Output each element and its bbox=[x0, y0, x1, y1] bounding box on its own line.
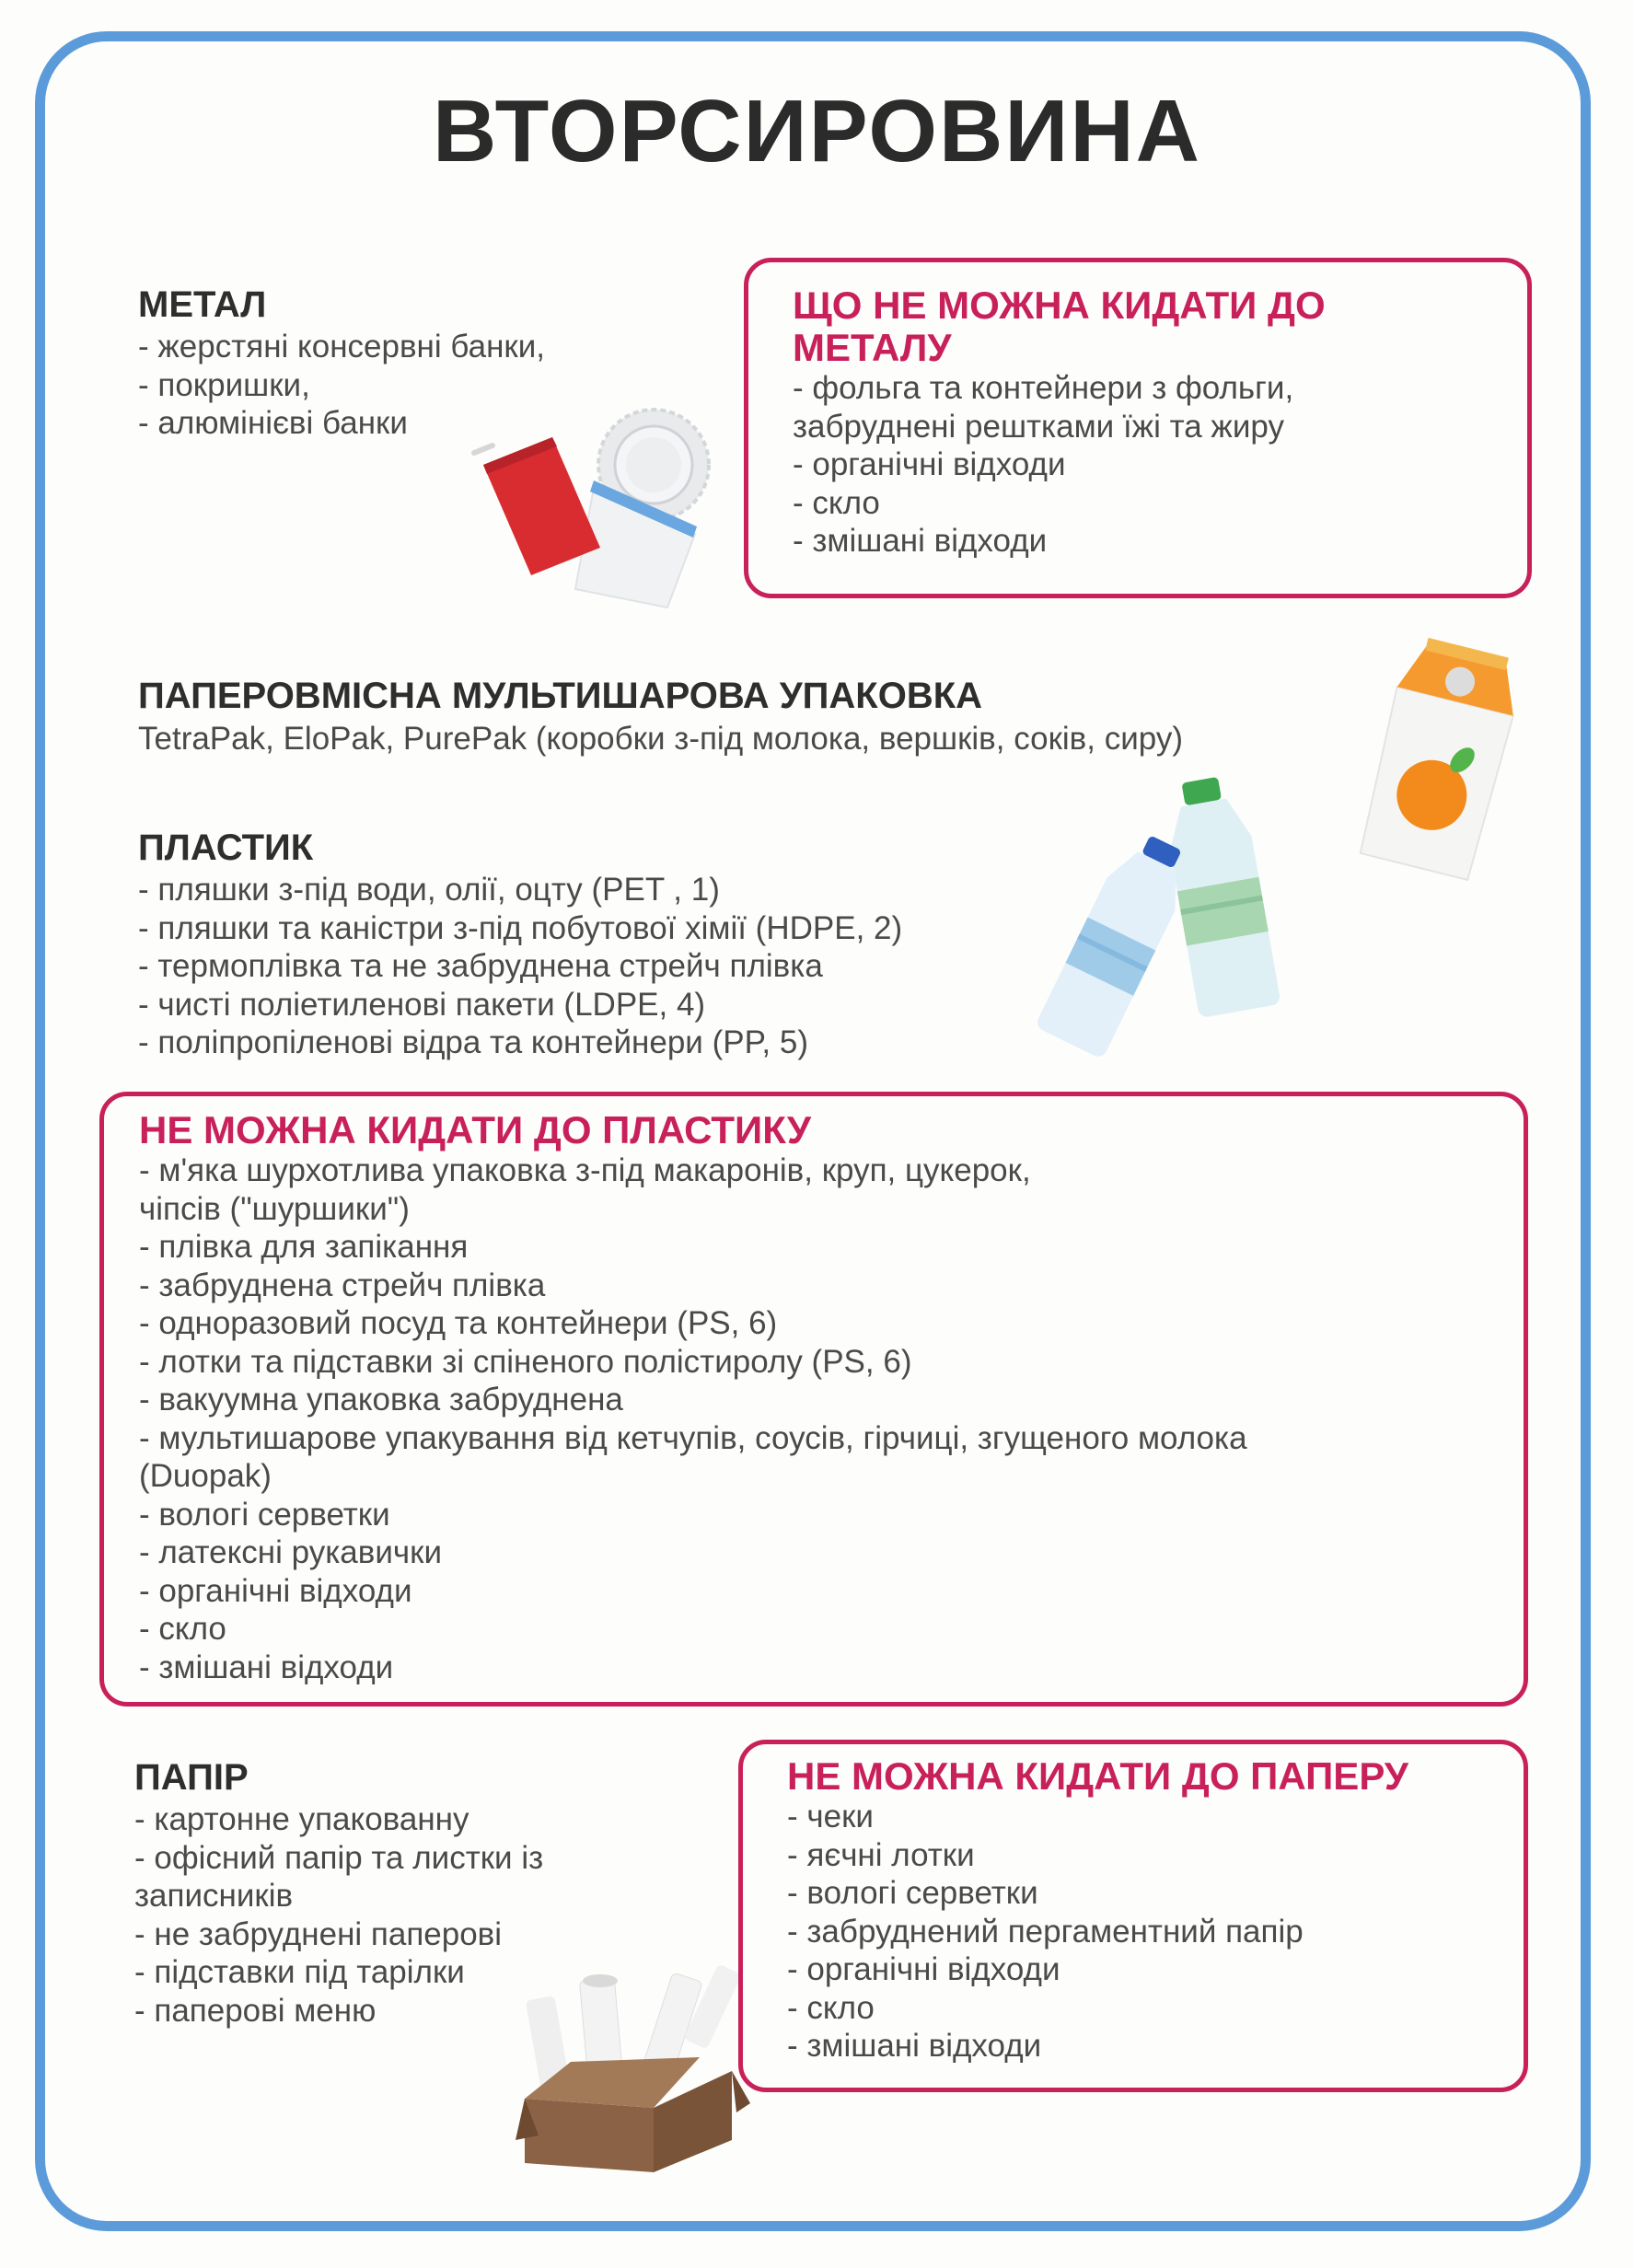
list-item: - змішані відходи bbox=[787, 2028, 1042, 2064]
list-item: - органічні відходи bbox=[139, 1572, 412, 1609]
list-item: - вакуумна упаковка забруднена bbox=[139, 1382, 623, 1418]
metal-not-box bbox=[744, 258, 1532, 598]
green-bottle-icon bbox=[1159, 773, 1281, 1018]
list-item: - підставки під тарілки bbox=[134, 1954, 465, 1990]
list-item: - вологі серветки bbox=[787, 1875, 1038, 1911]
list-item: - яєчні лотки bbox=[787, 1836, 975, 1873]
list-item: - термоплівка та не забруднена стрейч плівка bbox=[138, 948, 823, 984]
multilayer-heading: ПАПЕРОВМІСНА МУЛЬТИШАРОВА УПАКОВКА bbox=[138, 676, 983, 716]
list-item: - скло bbox=[139, 1611, 226, 1647]
list-item: - латексні рукавички bbox=[139, 1534, 442, 1570]
juice-carton-illustration bbox=[1344, 635, 1537, 884]
list-item: чіпсів ("шуршики") bbox=[139, 1190, 410, 1227]
list-item: - паперові меню bbox=[134, 1992, 377, 2029]
paper-not-list bbox=[787, 1798, 1408, 2066]
metal-not-list bbox=[793, 369, 1326, 561]
list-item: - змішані відходи bbox=[139, 1649, 394, 1685]
blue-bottle-icon bbox=[1035, 827, 1200, 1059]
list-item: - пляшки з-під води, олії, оцту (PET , 1) bbox=[138, 872, 720, 908]
plastic-list bbox=[138, 871, 902, 1062]
list-item: - лотки та підставки зі спіненого полістиролу (PS, 6) bbox=[139, 1343, 912, 1380]
list-item: - пляшки та каністри з-під побутової хімії (HDPE, 2) bbox=[138, 909, 903, 946]
multilayer-text: TetraPak, EloPak, PurePak (коробки з-під молока, вершків, соків, сиру) bbox=[138, 721, 1183, 757]
metal-heading: МЕТАЛ bbox=[138, 284, 267, 325]
paper-list bbox=[134, 1800, 543, 2030]
list-item: - картонне упакованну bbox=[134, 1801, 469, 1837]
list-item: - чисті поліетиленові пакети (LDPE, 4) bbox=[138, 986, 706, 1023]
plastic-not-box bbox=[99, 1092, 1528, 1707]
list-item: - не забруднені паперові bbox=[134, 1915, 503, 1952]
plastic-heading: ПЛАСТИК bbox=[138, 827, 314, 868]
aluminium-can-icon bbox=[474, 437, 600, 575]
list-item: - офісний папір та листки із bbox=[134, 1839, 544, 1876]
metal-not-heading-line2: МЕТАЛУ bbox=[793, 326, 952, 369]
list-item: - забруднений пергаментний папір bbox=[787, 1913, 1304, 1950]
metal-cans-illustration bbox=[465, 405, 713, 612]
metal-not-heading-line1: ЩО НЕ МОЖНА КИДАТИ ДО bbox=[793, 284, 1326, 327]
list-item: - одноразовий посуд та контейнери (PS, 6) bbox=[139, 1305, 778, 1341]
paper-not-box bbox=[738, 1740, 1528, 2092]
list-item: - органічні відходи bbox=[787, 1951, 1060, 1987]
list-item: - м'яка шурхотлива упаковка з-під макаронів, круп, цукерок, bbox=[139, 1152, 1031, 1188]
list-item: - алюмінієві банки bbox=[138, 405, 408, 441]
plastic-bottles-illustration bbox=[1013, 773, 1344, 1077]
plastic-not-heading: НЕ МОЖНА КИДАТИ ДО ПЛАСТИКУ bbox=[139, 1108, 812, 1151]
list-item: - мультишарове упакування від кетчупів, соусів, гірчиці, згущеного молока bbox=[139, 1419, 1247, 1456]
paper-heading: ПАПІР bbox=[134, 1757, 249, 1798]
list-item: (Duopak) bbox=[139, 1458, 272, 1494]
list-item: - плівка для запікання bbox=[139, 1229, 469, 1265]
list-item: - органічні відходи bbox=[793, 446, 1066, 482]
paper-not-heading: НЕ МОЖНА КИДАТИ ДО ПАПЕРУ bbox=[787, 1754, 1408, 1798]
list-item: - вологі серветки bbox=[139, 1496, 390, 1533]
list-item: записників bbox=[134, 1878, 294, 1914]
cardboard-box-illustration bbox=[516, 1951, 755, 2177]
list-item: - покришки, bbox=[138, 366, 310, 403]
list-item: забруднені рештками їжі та жиру bbox=[793, 408, 1284, 445]
list-item: - жерстяні консервні банки, bbox=[138, 329, 546, 364]
plastic-not-list bbox=[139, 1151, 1247, 1686]
page-title: ВТОРСИРОВИНА bbox=[433, 82, 1201, 180]
list-item: - фольга та контейнери з фольги, bbox=[793, 370, 1294, 406]
list-item: - скло bbox=[787, 1989, 875, 2026]
list-item: - забруднена стрейч плівка bbox=[139, 1267, 546, 1303]
list-item: - поліпропіленові відра та контейнери (PP, 5) bbox=[138, 1024, 808, 1060]
list-item: - скло bbox=[793, 484, 880, 521]
list-item: - змішані відходи bbox=[793, 523, 1048, 559]
list-item: - чеки bbox=[787, 1799, 874, 1834]
